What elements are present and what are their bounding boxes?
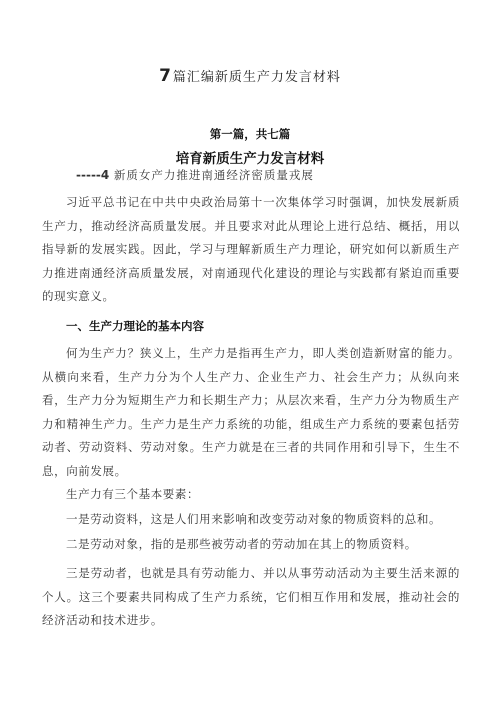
- main-heading: 培育新质生产力发言材料: [175, 151, 325, 167]
- element-item: 一是劳动资料，这是人们用来影响和改变劳动对象的物质资料的总和。: [66, 512, 442, 526]
- subtitle-text: 新质女产力推进南通经济密质量戎展: [113, 168, 314, 182]
- section-heading: 一、生产力理论的基本内容: [66, 319, 204, 333]
- element-item: 三是劳动者，也就是具有劳动能力、并以从事劳动活动为主要生活来源的个人。这三个要素共同构成了生产力系统，它们相互作用和发展，推动社会的经济活动和技术进步。: [42, 566, 460, 627]
- part-heading: 第一篇，共七篇: [209, 127, 291, 141]
- subtitle-dash: -----4: [76, 168, 110, 182]
- subtitle: [76, 167, 314, 183]
- title-number: 7: [159, 66, 172, 86]
- document-title: [0, 66, 500, 86]
- section-paragraph: 何为生产力？狭义上，生产力是指再生产力，即人类创造新财富的能力。从横向来看，生产力分为个人生产力、企业生产力、社会生产力；从纵向来看，生产力分为短期生产力和长期生产力；从层次来看，生产力分为物质生产力和精神生产力。生产力是生产力系统的功能，组成生产力系统的要素包括劳动者、劳动资料、劳动对象。生产力就是在三者的共同作用和引导下，生生不息，向前发展。: [42, 346, 460, 478]
- elements-intro: 生产力有三个基本要素：: [66, 487, 200, 501]
- title-text: 篇汇编新质生产力发言材料: [172, 70, 341, 85]
- intro-paragraph: 习近平总书记在中共中央政治局第十一次集体学习时强调，加快发展新质生产力，推动经济高质量发展。并且要求对此从理论上进行总结、概括，用以指导新的发展实践。因此，学习与理解新质生产力理论，研究如何以新质生产力推进南通经济高质量发展，对南通现代化建设的理论与实践都有紧迫而重要的现实意义。: [42, 195, 460, 303]
- element-item: 二是劳动对象，指的是那些被劳动者的劳动加在其上的物质资料。: [66, 537, 417, 551]
